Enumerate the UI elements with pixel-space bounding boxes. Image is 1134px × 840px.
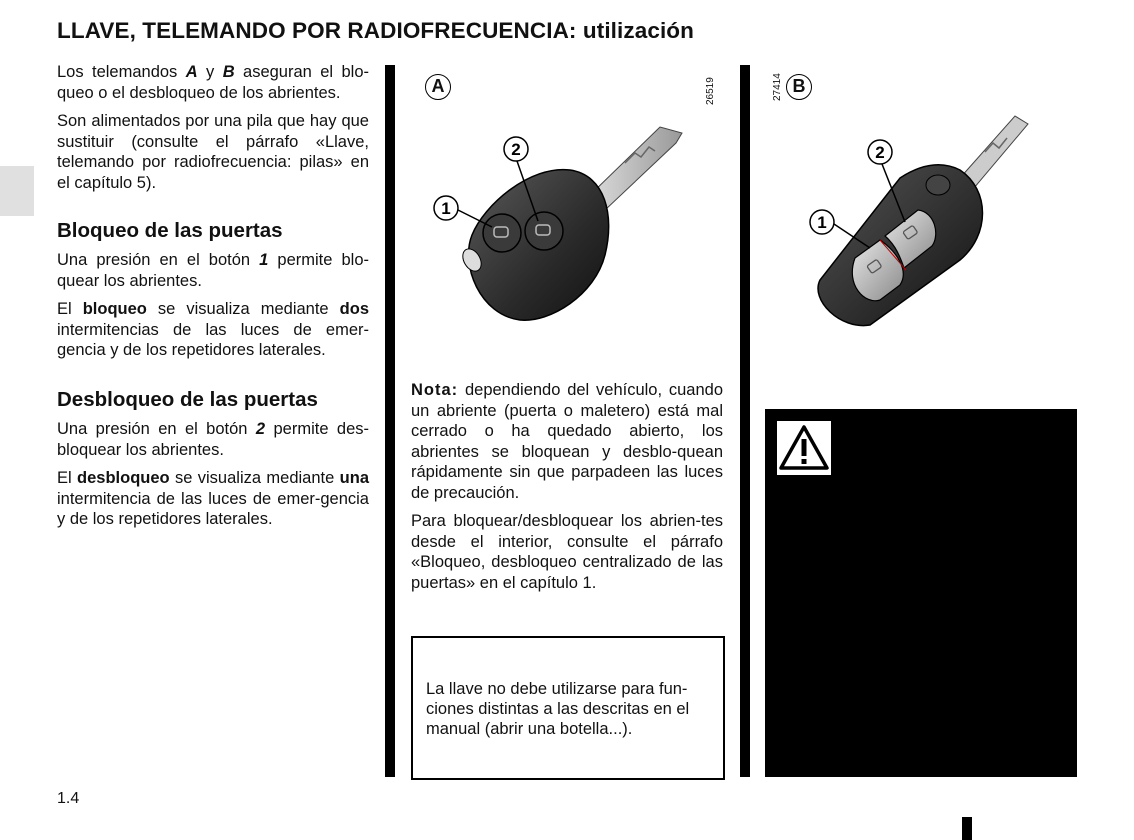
intro-paragraph-2: Son alimentados por una pila que hay que sustituir (consulte el párrafo «Llave, telemando por radiofrecuencia: pilas» en el capítulo 5). — [57, 112, 369, 192]
figure-a-callout-1: 1 — [441, 199, 451, 218]
unlock-paragraph-2: El desbloqueo se visualiza mediante una intermitencia de las luces de emer-gencia y de los repetidores laterales. — [57, 469, 369, 528]
lock-section — [57, 219, 369, 361]
key-usage-text: La llave no debe utilizarse para fun-ciones distintas a las descritas en el manual (abrir una botella...). — [426, 680, 690, 738]
unlock-heading: Desbloqueo de las puertas — [57, 388, 318, 411]
key-usage-box — [411, 636, 725, 780]
key-fob-b-illustration — [800, 110, 1060, 340]
lock-paragraph-1: Una presión en el botón 1 permite blo-quear los abrientes. — [57, 251, 370, 290]
chapter-tab — [0, 166, 34, 216]
column-divider-left — [385, 65, 395, 777]
figure-a-callout-2: 2 — [511, 140, 521, 159]
warning-icon — [777, 421, 831, 475]
note-paragraph-2: Para bloquear/desbloquear los abrien-tes desde el interior, consulte el párrafo «Bloqueo, desbloqueo centralizado de las puertas» en el capítulo 1. — [411, 512, 723, 592]
key-fob-a-illustration — [420, 115, 720, 325]
unlock-section — [57, 388, 369, 530]
intro-paragraph-1: Los telemandos A y B aseguran el blo-queo o el desbloqueo de los abrientes. — [57, 63, 369, 102]
note-section — [411, 380, 723, 593]
figure-a-code: 26519 — [705, 77, 716, 105]
figure-b-callout-1: 1 — [817, 213, 827, 232]
figure-b-code: 27414 — [772, 73, 783, 101]
page-edge-mark — [962, 817, 972, 840]
figure-b-callout-2: 2 — [875, 143, 885, 162]
page-number: 1.4 — [57, 790, 80, 807]
figure-a-label: A — [425, 74, 451, 100]
unlock-paragraph-1: Una presión en el botón 2 permite des-bloquear los abrientes. — [57, 420, 369, 459]
page-title: LLAVE, TELEMANDO POR RADIOFRECUENCIA: utilización — [57, 18, 694, 43]
column-divider-right — [740, 65, 750, 777]
lock-heading: Bloqueo de las puertas — [57, 219, 283, 242]
warning-panel — [765, 409, 1077, 777]
note-paragraph: Nota: dependiendo del vehículo, cuando un abriente (puerta o maletero) está mal cerrado o ha quedado abierto, los abrientes se bloquean y desblo-quean rápidamente sin que parpadeen las luces de precaución. — [411, 381, 723, 502]
intro-section — [57, 62, 369, 193]
figure-b-label: B — [786, 74, 812, 100]
lock-paragraph-2: El bloqueo se visualiza mediante dos intermitencias de las luces de emer-gencia y de los repetidores laterales. — [57, 300, 369, 359]
